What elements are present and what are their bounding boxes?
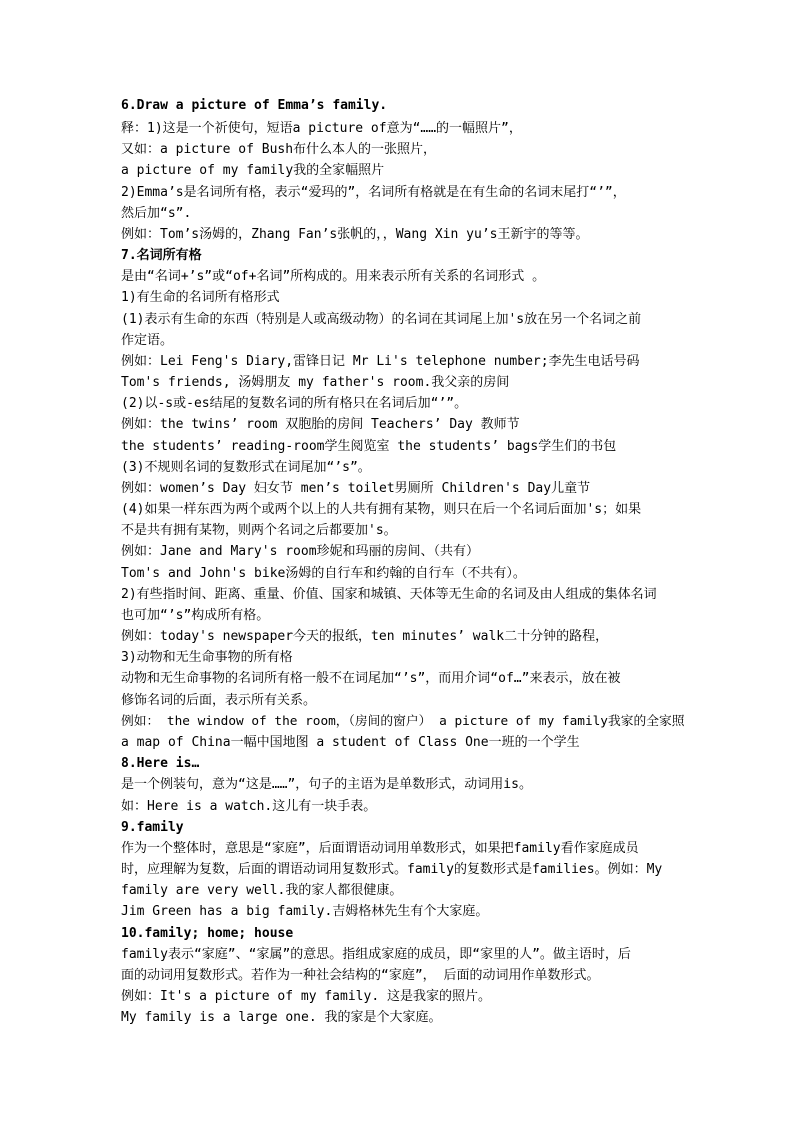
text-line: 例如： the window of the room，（房间的窗户） a picture of my family我家的全家照 [121,713,685,729]
section-heading: 6.Draw a picture of Emma’s family. [121,98,388,113]
text-line: 时，应理解为复数，后面的谓语动词用复数形式。family的复数形式是families。例如：My [121,862,663,878]
text-line: 作定语。 [121,332,174,348]
text-line: the students’ reading-room学生阅览室 the students’ bags学生们的书包 [121,438,617,454]
text-line: family are very well.我的家人都很健康。 [121,883,403,899]
text-line: 例如：the twins’ room 双胞胎的房间 Teachers’ Day 教师节 [121,417,520,433]
text-line: family表示“家庭”、“家属”的意思。指组成家庭的成员，即“家里的人”。做主语时，后 [121,946,631,962]
text-line: 例如：It's a picture of my family. 这是我家的照片。 [121,989,491,1005]
text-line: 修饰名词的后面，表示所有关系。 [121,692,317,708]
text-line: 例如：women’s Day 妇女节 men’s toilet男厕所 Children's Day儿童节 [121,480,591,496]
text-line: 作为一个整体时，意思是“家庭”，后面谓语动词用单数形式，如果把family看作家庭成员 [121,840,639,856]
text-line: 如：Here is a watch.这儿有一块手表。 [121,798,377,814]
section-heading: 8.Here is… [121,756,200,772]
text-line: Jim Green has a big family.吉姆格林先生有个大家庭。 [121,904,489,920]
text-line: My family is a large one. 我的家是个大家庭。 [121,1010,442,1026]
text-line: (3)不规则名词的复数形式在词尾加“’s”。 [121,459,371,475]
section-heading: 9.family [121,819,184,835]
text-line: (4)如果一样东西为两个或两个以上的人共有拥有某物，则只在后一个名词后面加's；如果 [121,502,642,518]
text-line: 释：1)这是一个祈使句，短语a picture of意为“……的一幅照片”， [121,121,522,136]
text-line: a picture of my family我的全家幅照片 [121,163,385,179]
text-line: 也可加“’s”构成所有格。 [121,607,270,623]
document-body [121,98,687,1028]
text-line: 然后加“s”. [121,205,192,221]
text-line: 例如：Jane and Mary's room珍妮和玛丽的房间、（共有） [121,544,480,560]
text-line: 面的动词用复数形式。若作为一种社会结构的“家庭”， 后面的动词用作单数形式。 [121,967,600,983]
text-line: 动物和无生命事物的名词所有格一般不在词尾加“’s”，而用介词“of…”来表示，放在被 [121,671,621,687]
text-line: 例如：Lei Feng's Diary,雷锋日记 Mr Li's telephone number;李先生电话号码 [121,353,640,369]
text-line: 2)Emma’s是名词所有格，表示“爱玛的”，名词所有格就是在有生命的名词末尾打“’”， [121,184,626,200]
text-line: Tom's and John's bike汤姆的自行车和约翰的自行车（不共有）。 [121,565,526,581]
text-line: 是一个例装句，意为“这是……”，句子的主语为是单数形式，动词用is。 [121,777,532,793]
text-line: (1)表示有生命的东西（特别是人或高级动物）的名词在其词尾上加's放在另一个名词之前 [121,311,642,327]
section-heading: 10.family; home; house [121,925,294,941]
section-heading: 7.名词所有格 [121,248,202,264]
text-line: Tom's friends, 汤姆朋友 my father's room.我父亲的房间 [121,375,510,391]
text-line: 3)动物和无生命事物的所有格 [121,650,293,666]
text-line: 不是共有拥有某物，则两个名词之后都要加's。 [121,523,397,539]
text-line: (2)以-s或-es结尾的复数名词的所有格只在名词后加“’”。 [121,396,468,412]
text-line: a map of China一幅中国地图 a student of Class One一班的一个学生 [121,734,580,750]
text-line: 又如：a picture of Bush布什么本人的一张照片， [121,142,437,158]
text-line: 2)有些指时间、距离、重量、价值、国家和城镇、天体等无生命的名词及由人组成的集体名词 [121,586,657,602]
text-line: 例如：today's newspaper今天的报纸，ten minutes’ walk二十分钟的路程， [121,629,609,645]
text-line: 例如：Tom’s汤姆的，Zhang Fan’s张帆的，，Wang Xin yu’s王新宇的等等。 [121,226,589,242]
text-line: 是由“名词+’s”或“of+名词”所构成的。用来表示所有关系的名词形式 。 [121,269,546,285]
text-line: 1)有生命的名词所有格形式 [121,290,280,306]
